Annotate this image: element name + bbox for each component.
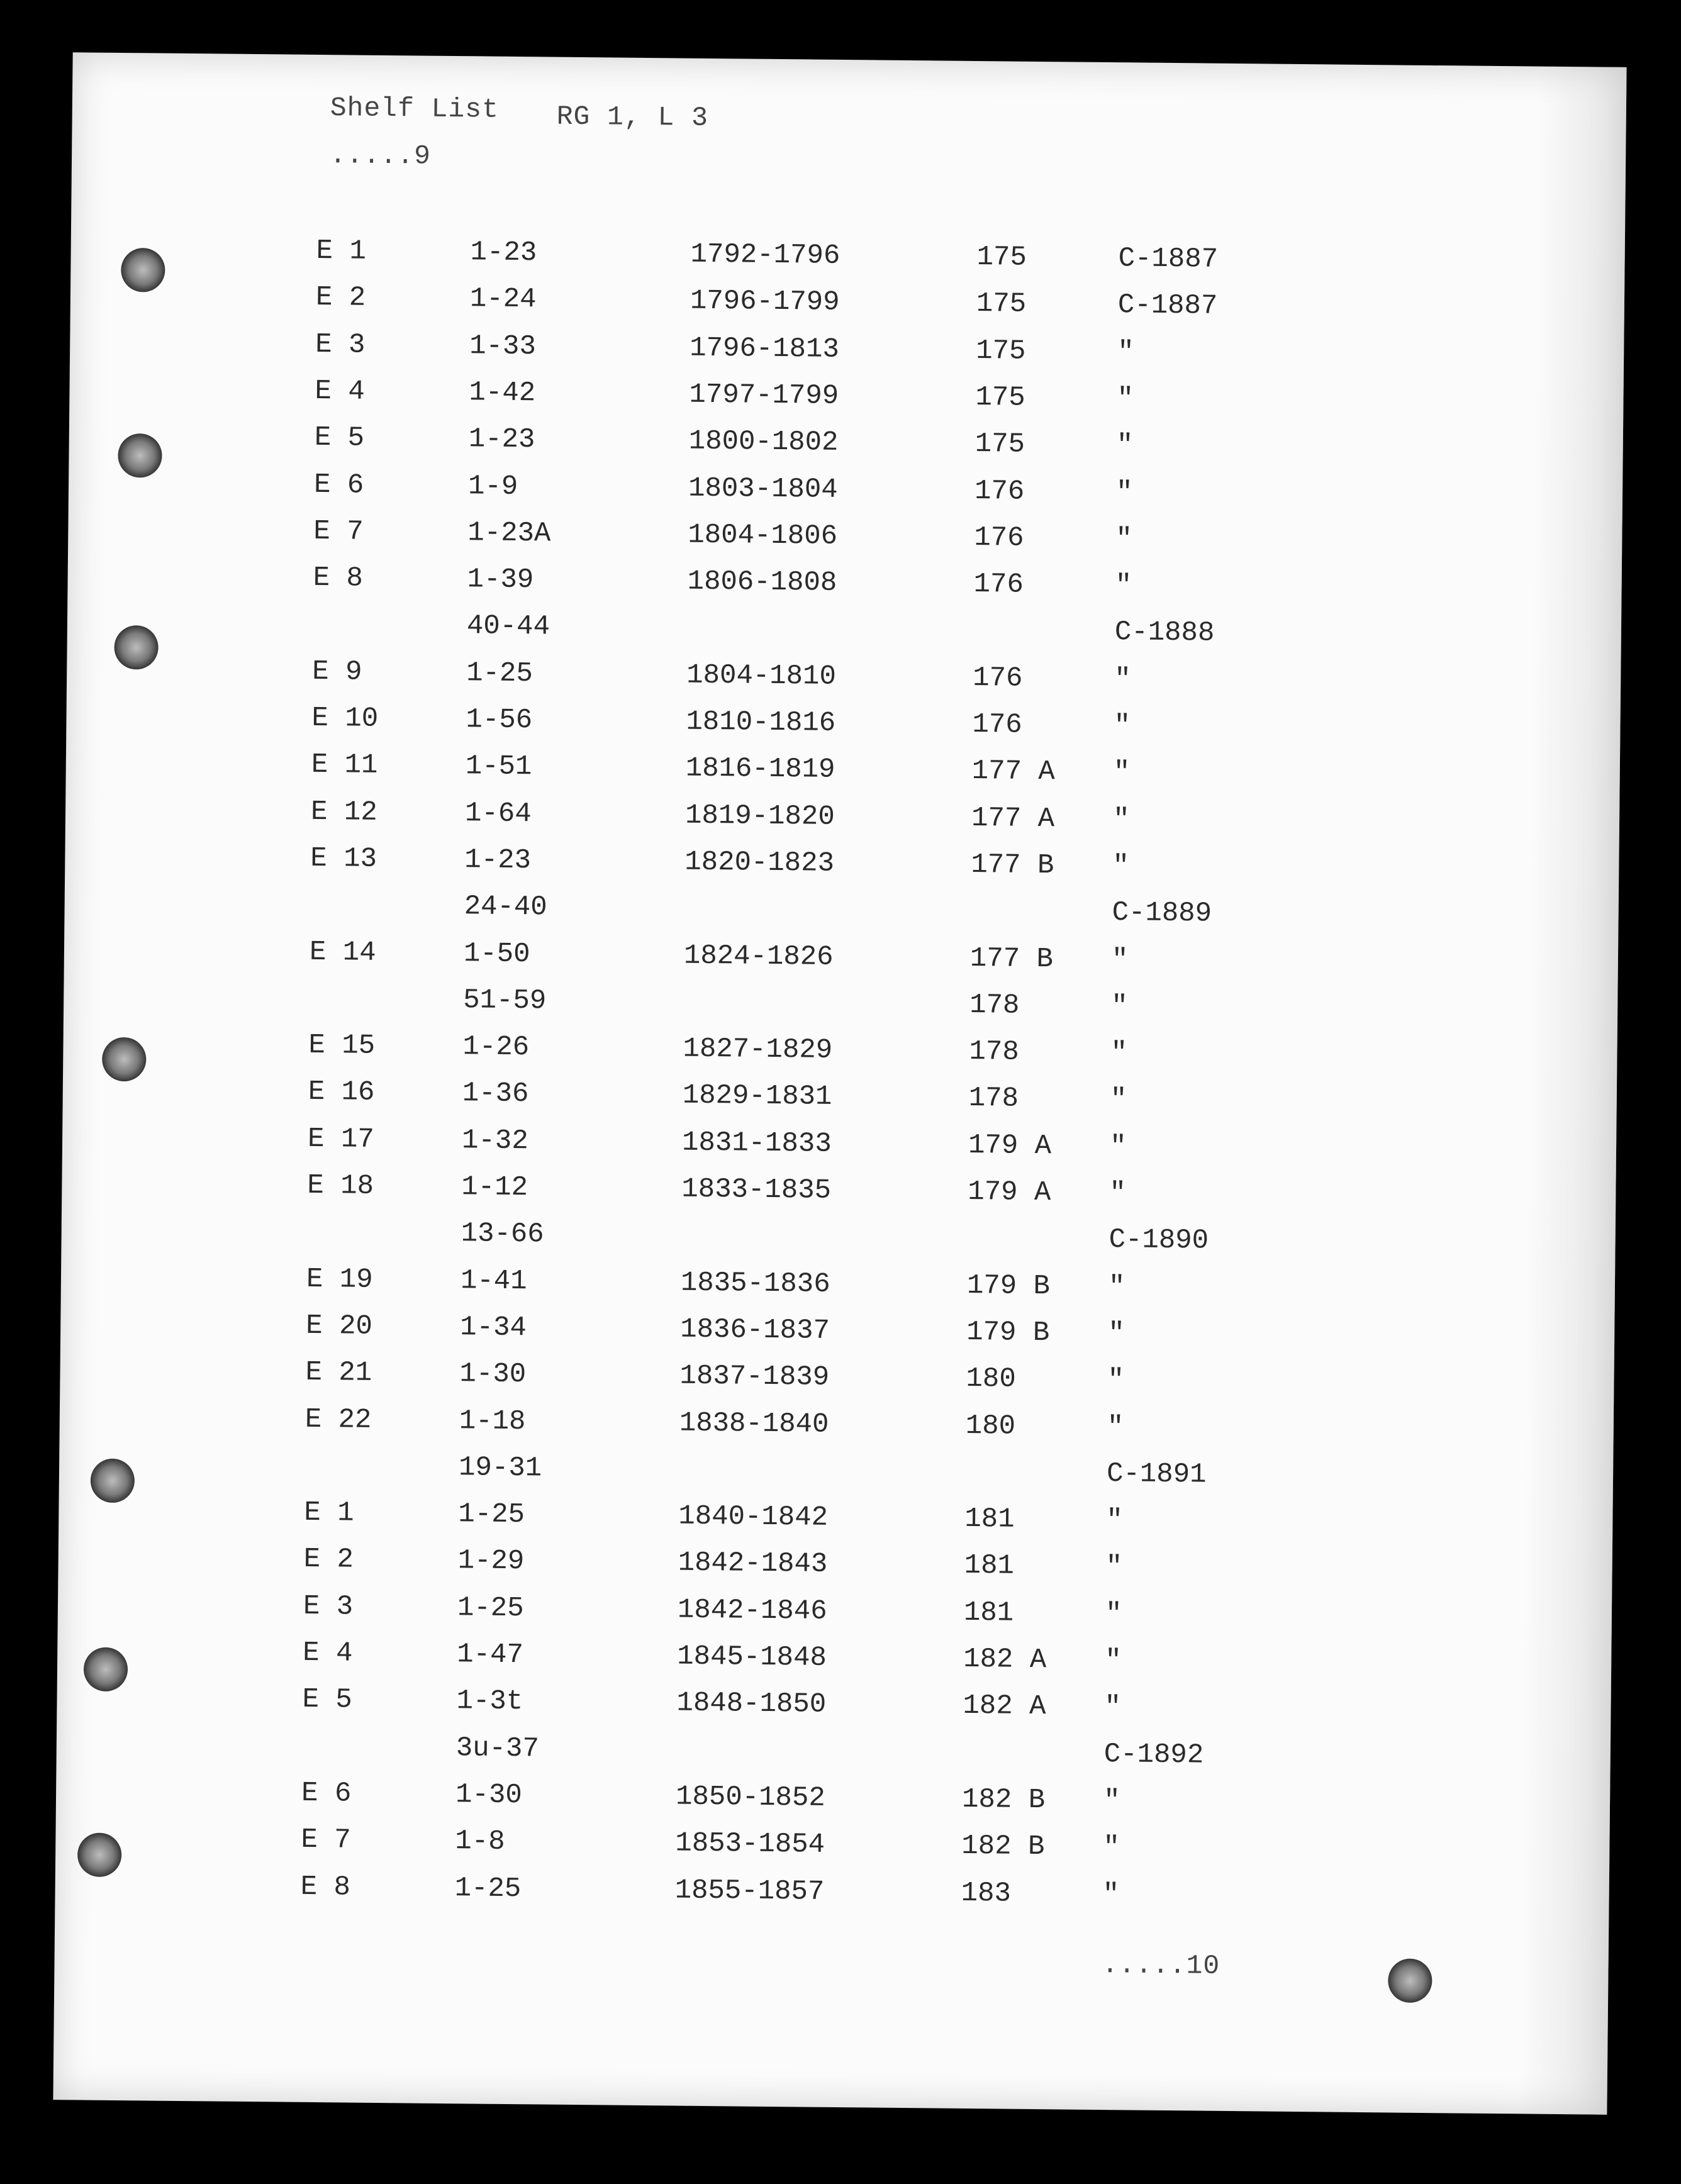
item-range: 51-59	[463, 984, 547, 1017]
control-mark: "	[1112, 803, 1130, 835]
box-number: 177 A	[971, 755, 1056, 788]
box-number: 176	[972, 662, 1023, 694]
year-span: 1800-1802	[688, 425, 839, 459]
year-span: 1803-1804	[688, 472, 838, 506]
box-number: 182 A	[963, 1643, 1047, 1676]
year-span: 1842-1846	[677, 1594, 827, 1627]
control-mark: "	[1114, 710, 1131, 742]
box-number: 175	[976, 288, 1027, 321]
shelf-number: E 7	[313, 515, 364, 548]
item-range: 1-12	[461, 1171, 528, 1204]
control-mark: C-1890	[1109, 1224, 1209, 1257]
item-range: 1-8	[455, 1825, 505, 1858]
year-span: 1836-1837	[679, 1313, 830, 1347]
year-span: 1848-1850	[676, 1687, 827, 1721]
shelf-number: E 14	[309, 936, 376, 969]
box-number: 180	[965, 1410, 1016, 1442]
control-mark: "	[1105, 1551, 1123, 1583]
box-number: 178	[968, 1083, 1019, 1115]
box-number: 176	[973, 569, 1024, 601]
item-range: 1-23A	[467, 517, 551, 550]
shelf-number: E 4	[315, 375, 365, 408]
box-number: 176	[974, 475, 1025, 508]
box-number: 181	[963, 1596, 1014, 1629]
shelf-number: E 7	[301, 1824, 351, 1856]
control-mark: "	[1112, 850, 1129, 883]
item-range: 1-51	[465, 750, 532, 783]
control-mark: "	[1107, 1364, 1125, 1396]
year-span: 1835-1836	[680, 1267, 830, 1300]
year-span: 1796-1813	[689, 332, 840, 365]
shelf-number: E 5	[314, 422, 365, 454]
year-span: 1819-1820	[684, 800, 835, 833]
box-number: 175	[976, 242, 1027, 274]
control-mark: "	[1103, 1832, 1120, 1864]
box-number: 181	[964, 1550, 1015, 1583]
box-number: 179 B	[966, 1316, 1050, 1349]
box-number: 176	[972, 708, 1022, 741]
control-mark: C-1889	[1112, 897, 1212, 930]
shelf-number: E 6	[301, 1777, 352, 1810]
box-number: 175	[975, 335, 1026, 367]
year-span: 1816-1819	[685, 752, 835, 786]
control-mark: "	[1117, 383, 1134, 415]
year-span: 1853-1854	[675, 1827, 825, 1861]
year-span: 1806-1808	[687, 566, 837, 599]
item-range: 1-34	[460, 1312, 527, 1344]
control-mark: "	[1114, 663, 1131, 696]
item-range: 1-18	[459, 1405, 526, 1437]
control-mark: "	[1110, 1084, 1127, 1116]
item-range: 1-42	[469, 377, 536, 410]
shelf-number: E 9	[312, 655, 362, 688]
control-mark: "	[1109, 1178, 1126, 1210]
shelf-number: E 16	[308, 1076, 375, 1109]
shelf-number: E 11	[311, 749, 378, 782]
control-mark: "	[1108, 1271, 1125, 1303]
control-mark: "	[1115, 570, 1132, 602]
control-mark: "	[1102, 1878, 1120, 1910]
item-range: 1-29	[457, 1545, 525, 1578]
control-mark: "	[1116, 430, 1134, 462]
control-mark: "	[1111, 944, 1129, 976]
box-number: 177 B	[969, 942, 1054, 975]
shelf-number: E 17	[307, 1123, 374, 1156]
shelf-number: E 22	[304, 1403, 372, 1436]
box-number: 177 B	[971, 849, 1054, 882]
control-mark: "	[1117, 336, 1134, 369]
year-span: 1820-1823	[684, 846, 835, 879]
item-range: 24-40	[464, 891, 547, 923]
shelf-number: E 2	[315, 282, 366, 315]
year-span: 1842-1843	[678, 1547, 828, 1581]
item-range: 3u-37	[455, 1732, 540, 1765]
control-mark: "	[1109, 1130, 1127, 1163]
item-range: 1-56	[466, 704, 533, 737]
shelf-number: E 15	[308, 1029, 376, 1062]
record-group-code: RG 1, L 3	[556, 101, 709, 133]
item-range: 1-25	[466, 657, 533, 689]
page-marker: .....9	[329, 140, 432, 172]
shelf-number: E 1	[316, 235, 367, 267]
shelf-number: E 8	[300, 1871, 351, 1903]
box-number: 182 B	[961, 1783, 1046, 1817]
item-range: 1-33	[469, 330, 537, 362]
item-range: 1-30	[455, 1779, 522, 1812]
control-mark: "	[1105, 1598, 1122, 1630]
item-range: 1-25	[454, 1872, 522, 1905]
box-number: 183	[961, 1877, 1012, 1910]
binder-hole-icon	[91, 1459, 135, 1503]
year-span: 1810-1816	[686, 706, 836, 739]
binder-hole-icon	[77, 1832, 122, 1877]
item-range: 1-9	[467, 470, 518, 503]
control-mark: C-1887	[1117, 289, 1218, 323]
shelf-number: E 3	[303, 1590, 354, 1623]
shelf-number: E 12	[310, 796, 377, 828]
control-mark: C-1887	[1118, 243, 1219, 276]
item-range: 1-23	[470, 237, 537, 269]
year-span: 1837-1839	[679, 1360, 830, 1394]
item-range: 1-32	[461, 1124, 528, 1157]
shelf-number: E 13	[310, 842, 377, 875]
shelf-number: E 20	[306, 1310, 373, 1342]
box-number: 175	[975, 428, 1025, 460]
control-mark: "	[1107, 1318, 1125, 1350]
control-mark: C-1892	[1103, 1738, 1204, 1771]
shelf-number: E 8	[313, 562, 364, 594]
shelf-number: E 10	[311, 702, 379, 735]
year-span: 1797-1799	[689, 379, 839, 412]
year-span: 1838-1840	[679, 1407, 829, 1440]
control-mark: "	[1110, 990, 1128, 1023]
control-mark: "	[1110, 1037, 1128, 1069]
item-range: 1-41	[460, 1264, 527, 1297]
box-number: 180	[966, 1363, 1016, 1395]
control-mark: "	[1104, 1645, 1122, 1677]
control-mark: "	[1115, 476, 1133, 508]
item-range: 1-24	[469, 283, 537, 316]
year-span: 1792-1796	[690, 238, 840, 272]
box-number: 182 B	[961, 1830, 1045, 1863]
item-range: 13-66	[461, 1218, 544, 1251]
year-span: 1840-1842	[678, 1500, 829, 1534]
control-mark: "	[1107, 1411, 1124, 1443]
binder-hole-icon	[121, 248, 165, 292]
year-span: 1804-1806	[688, 519, 838, 552]
year-span: 1833-1835	[681, 1173, 832, 1206]
control-mark: C-1888	[1114, 616, 1215, 650]
item-range: 1-47	[457, 1639, 524, 1671]
item-range: 1-30	[459, 1358, 527, 1391]
year-span: 1796-1799	[690, 285, 840, 319]
binder-hole-icon	[114, 625, 159, 670]
box-number: 182 A	[963, 1690, 1046, 1723]
binder-hole-icon	[118, 433, 162, 478]
box-number: 178	[969, 989, 1020, 1022]
item-range: 1-23	[468, 423, 535, 456]
year-span: 1824-1826	[683, 940, 834, 973]
control-mark: "	[1103, 1785, 1120, 1817]
item-range: 1-36	[462, 1078, 529, 1110]
item-range: 19-31	[458, 1452, 542, 1485]
binder-hole-icon	[102, 1037, 147, 1082]
shelf-number: E 6	[313, 469, 364, 501]
box-number: 176	[974, 521, 1024, 554]
binder-hole-icon	[1388, 1958, 1432, 2003]
item-range: 1-64	[464, 797, 532, 830]
shelf-number: E 2	[303, 1544, 354, 1576]
control-mark: "	[1115, 523, 1132, 555]
item-range: 40-44	[466, 610, 550, 643]
shelf-number: E 1	[304, 1496, 354, 1529]
item-range: 1-25	[458, 1498, 525, 1531]
shelf-list-title: Shelf List	[330, 92, 500, 125]
shelf-number: E 5	[302, 1684, 353, 1716]
year-span: 1855-1857	[674, 1875, 825, 1908]
control-mark: "	[1104, 1691, 1122, 1724]
shelf-number: E 18	[307, 1169, 374, 1202]
year-span: 1827-1829	[683, 1033, 833, 1066]
item-range: 1-25	[457, 1591, 524, 1624]
box-number: 175	[975, 381, 1025, 414]
item-range: 1-50	[463, 937, 530, 970]
item-range: 1-26	[462, 1031, 530, 1064]
document-page	[53, 52, 1626, 2115]
year-span: 1831-1833	[681, 1127, 832, 1160]
control-mark: C-1891	[1106, 1457, 1207, 1491]
box-number: 179 A	[968, 1176, 1051, 1209]
box-number: 177 A	[971, 802, 1055, 835]
year-span: 1804-1810	[686, 659, 837, 693]
control-mark: "	[1113, 757, 1131, 789]
box-number: 181	[964, 1503, 1015, 1535]
year-span: 1845-1848	[677, 1641, 827, 1674]
year-span: 1850-1852	[675, 1781, 825, 1814]
binder-hole-icon	[84, 1647, 128, 1692]
box-number: 179 B	[966, 1269, 1051, 1302]
item-range: 1-39	[467, 564, 534, 596]
page-edge-shadow	[1519, 67, 1626, 2115]
shelf-number: E 3	[315, 328, 366, 361]
box-number: 179 A	[968, 1129, 1052, 1162]
shelf-number: E 21	[305, 1357, 372, 1390]
item-range: 1-3t	[456, 1685, 523, 1718]
box-number: 178	[969, 1036, 1019, 1068]
continued-marker: .....10	[1102, 1949, 1220, 1981]
control-mark: "	[1106, 1505, 1123, 1537]
shelf-number: E 4	[303, 1637, 353, 1669]
shelf-number: E 19	[306, 1263, 373, 1296]
year-span: 1829-1831	[682, 1079, 832, 1113]
item-range: 1-23	[464, 844, 532, 877]
